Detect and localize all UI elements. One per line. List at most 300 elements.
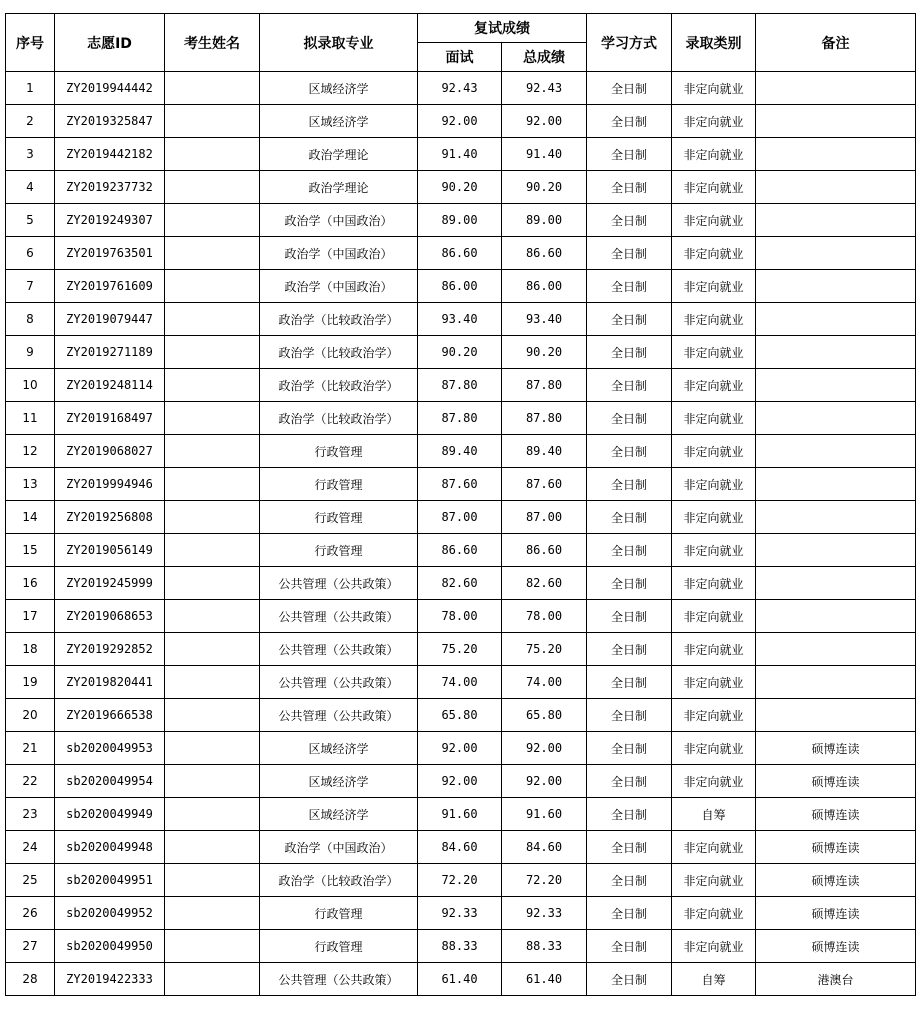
cell-interview: 87.80: [418, 369, 502, 402]
cell-note: [756, 171, 916, 204]
cell-major: 政治学（比较政治学）: [260, 336, 418, 369]
cell-total: 87.00: [502, 501, 587, 534]
cell-interview: 61.40: [418, 963, 502, 996]
cell-note: [756, 435, 916, 468]
cell-total: 87.80: [502, 369, 587, 402]
cell-interview: 92.43: [418, 72, 502, 105]
table-row: [6, 864, 916, 897]
table-row: [6, 105, 916, 138]
cell-interview: 90.20: [418, 336, 502, 369]
cell-name: [165, 534, 260, 567]
table-row: [6, 204, 916, 237]
cell-major: 区域经济学: [260, 732, 418, 765]
cell-seq: 5: [6, 204, 55, 237]
cell-major: 政治学理论: [260, 138, 418, 171]
table-row: [6, 699, 916, 732]
cell-major: 政治学（中国政治）: [260, 270, 418, 303]
cell-id: sb2020049948: [55, 831, 165, 864]
header-id: 志愿ID: [55, 14, 165, 72]
cell-category: 非定向就业: [672, 567, 756, 600]
cell-id: ZY2019292852: [55, 633, 165, 666]
cell-category: 非定向就业: [672, 897, 756, 930]
cell-name: [165, 237, 260, 270]
table-row: [6, 831, 916, 864]
cell-seq: 2: [6, 105, 55, 138]
cell-name: [165, 105, 260, 138]
redaction-mask: [203, 699, 233, 731]
cell-category: 非定向就业: [672, 534, 756, 567]
cell-name: [165, 765, 260, 798]
cell-interview: 82.60: [418, 567, 502, 600]
redaction-mask: [203, 138, 233, 170]
cell-interview: 87.00: [418, 501, 502, 534]
cell-seq: 10: [6, 369, 55, 402]
cell-major: 政治学（中国政治）: [260, 204, 418, 237]
cell-name: [165, 897, 260, 930]
cell-id: sb2020049953: [55, 732, 165, 765]
cell-interview: 88.33: [418, 930, 502, 963]
cell-total: 92.00: [502, 732, 587, 765]
cell-note: [756, 534, 916, 567]
cell-note: [756, 666, 916, 699]
cell-id: ZY2019245999: [55, 567, 165, 600]
cell-name: [165, 171, 260, 204]
cell-seq: 23: [6, 798, 55, 831]
cell-total: 78.00: [502, 600, 587, 633]
cell-major: 行政管理: [260, 930, 418, 963]
cell-name: [165, 138, 260, 171]
cell-note: [756, 633, 916, 666]
cell-id: sb2020049949: [55, 798, 165, 831]
redaction-mask: [203, 204, 233, 236]
table-row: [6, 303, 916, 336]
redaction-mask: [203, 303, 233, 335]
cell-note: [756, 138, 916, 171]
cell-id: ZY2019068027: [55, 435, 165, 468]
redaction-mask: [203, 897, 233, 929]
cell-seq: 19: [6, 666, 55, 699]
table-row: [6, 336, 916, 369]
cell-total: 89.00: [502, 204, 587, 237]
cell-category: 非定向就业: [672, 237, 756, 270]
cell-interview: 74.00: [418, 666, 502, 699]
cell-seq: 16: [6, 567, 55, 600]
redaction-mask: [203, 633, 233, 665]
cell-mode: 全日制: [587, 171, 672, 204]
redaction-mask: [203, 501, 233, 533]
cell-interview: 87.80: [418, 402, 502, 435]
cell-major: 区域经济学: [260, 798, 418, 831]
cell-name: [165, 369, 260, 402]
redaction-mask: [203, 963, 233, 995]
cell-category: 非定向就业: [672, 765, 756, 798]
cell-major: 公共管理（公共政策）: [260, 699, 418, 732]
cell-interview: 72.20: [418, 864, 502, 897]
cell-interview: 84.60: [418, 831, 502, 864]
table-row: [6, 468, 916, 501]
cell-major: 行政管理: [260, 501, 418, 534]
cell-interview: 65.80: [418, 699, 502, 732]
cell-total: 92.00: [502, 105, 587, 138]
cell-id: ZY2019271189: [55, 336, 165, 369]
table-row: [6, 270, 916, 303]
cell-category: 非定向就业: [672, 831, 756, 864]
cell-category: 非定向就业: [672, 699, 756, 732]
cell-mode: 全日制: [587, 501, 672, 534]
redaction-mask: [203, 270, 233, 302]
redaction-mask: [203, 831, 233, 863]
table-row: [6, 930, 916, 963]
table-row: [6, 171, 916, 204]
cell-interview: 92.00: [418, 732, 502, 765]
cell-total: 92.43: [502, 72, 587, 105]
cell-seq: 11: [6, 402, 55, 435]
redaction-mask: [203, 402, 233, 434]
cell-mode: 全日制: [587, 237, 672, 270]
cell-interview: 75.20: [418, 633, 502, 666]
cell-category: 非定向就业: [672, 864, 756, 897]
cell-note: 硕博连读: [756, 930, 916, 963]
cell-mode: 全日制: [587, 600, 672, 633]
cell-seq: 9: [6, 336, 55, 369]
redaction-mask: [203, 468, 233, 500]
cell-id: ZY2019249307: [55, 204, 165, 237]
cell-name: [165, 402, 260, 435]
cell-category: 非定向就业: [672, 402, 756, 435]
table-row: [6, 633, 916, 666]
cell-category: 非定向就业: [672, 732, 756, 765]
cell-interview: 90.20: [418, 171, 502, 204]
cell-id: ZY2019761609: [55, 270, 165, 303]
cell-major: 区域经济学: [260, 72, 418, 105]
cell-major: 公共管理（公共政策）: [260, 567, 418, 600]
cell-total: 65.80: [502, 699, 587, 732]
cell-name: [165, 501, 260, 534]
cell-mode: 全日制: [587, 699, 672, 732]
cell-category: 非定向就业: [672, 468, 756, 501]
cell-mode: 全日制: [587, 468, 672, 501]
cell-major: 行政管理: [260, 897, 418, 930]
table-row: [6, 897, 916, 930]
cell-mode: 全日制: [587, 402, 672, 435]
cell-total: 88.33: [502, 930, 587, 963]
cell-note: [756, 270, 916, 303]
cell-note: 硕博连读: [756, 765, 916, 798]
redaction-mask: [203, 369, 233, 401]
cell-name: [165, 303, 260, 336]
cell-note: [756, 600, 916, 633]
cell-interview: 86.60: [418, 237, 502, 270]
cell-note: 硕博连读: [756, 897, 916, 930]
header-major: 拟录取专业: [260, 14, 418, 72]
cell-id: ZY2019763501: [55, 237, 165, 270]
cell-id: ZY2019068653: [55, 600, 165, 633]
cell-category: 非定向就业: [672, 930, 756, 963]
header-interview: 面试: [418, 43, 502, 72]
cell-major: 政治学（比较政治学）: [260, 864, 418, 897]
cell-note: [756, 501, 916, 534]
table-row: [6, 237, 916, 270]
cell-total: 90.20: [502, 171, 587, 204]
cell-major: 公共管理（公共政策）: [260, 963, 418, 996]
cell-name: [165, 633, 260, 666]
cell-name: [165, 699, 260, 732]
cell-category: 非定向就业: [672, 270, 756, 303]
cell-id: ZY2019168497: [55, 402, 165, 435]
redaction-mask: [203, 666, 233, 698]
cell-mode: 全日制: [587, 633, 672, 666]
cell-total: 72.20: [502, 864, 587, 897]
redaction-mask: [203, 600, 233, 632]
cell-major: 政治学（中国政治）: [260, 831, 418, 864]
table-row: [6, 963, 916, 996]
cell-total: 86.60: [502, 237, 587, 270]
cell-interview: 89.40: [418, 435, 502, 468]
cell-name: [165, 798, 260, 831]
cell-major: 行政管理: [260, 534, 418, 567]
cell-seq: 18: [6, 633, 55, 666]
cell-note: [756, 699, 916, 732]
cell-total: 92.33: [502, 897, 587, 930]
cell-seq: 12: [6, 435, 55, 468]
cell-seq: 28: [6, 963, 55, 996]
cell-name: [165, 930, 260, 963]
cell-interview: 92.00: [418, 105, 502, 138]
cell-total: 82.60: [502, 567, 587, 600]
table-row: [6, 72, 916, 105]
redaction-mask: [203, 237, 233, 269]
cell-note: [756, 567, 916, 600]
cell-seq: 24: [6, 831, 55, 864]
cell-note: 硕博连读: [756, 798, 916, 831]
cell-id: ZY2019442182: [55, 138, 165, 171]
cell-seq: 7: [6, 270, 55, 303]
cell-id: ZY2019820441: [55, 666, 165, 699]
cell-mode: 全日制: [587, 765, 672, 798]
cell-mode: 全日制: [587, 534, 672, 567]
cell-category: 非定向就业: [672, 105, 756, 138]
cell-note: [756, 105, 916, 138]
cell-mode: 全日制: [587, 864, 672, 897]
cell-category: 非定向就业: [672, 336, 756, 369]
cell-mode: 全日制: [587, 732, 672, 765]
table-row: [6, 600, 916, 633]
cell-total: 84.60: [502, 831, 587, 864]
cell-mode: 全日制: [587, 798, 672, 831]
redaction-mask: [203, 765, 233, 797]
cell-mode: 全日制: [587, 204, 672, 237]
cell-mode: 全日制: [587, 435, 672, 468]
cell-id: ZY2019422333: [55, 963, 165, 996]
cell-id: ZY2019056149: [55, 534, 165, 567]
redaction-mask: [203, 435, 233, 467]
cell-seq: 8: [6, 303, 55, 336]
cell-id: ZY2019325847: [55, 105, 165, 138]
cell-total: 91.40: [502, 138, 587, 171]
cell-name: [165, 831, 260, 864]
cell-interview: 91.40: [418, 138, 502, 171]
table-row: [6, 732, 916, 765]
redaction-mask: [203, 864, 233, 896]
cell-mode: 全日制: [587, 963, 672, 996]
header-retest: 复试成绩: [418, 14, 587, 43]
cell-category: 非定向就业: [672, 171, 756, 204]
cell-id: ZY2019994946: [55, 468, 165, 501]
redaction-mask: [203, 534, 233, 566]
cell-category: 非定向就业: [672, 435, 756, 468]
cell-id: ZY2019256808: [55, 501, 165, 534]
cell-major: 公共管理（公共政策）: [260, 666, 418, 699]
cell-category: 非定向就业: [672, 600, 756, 633]
cell-name: [165, 963, 260, 996]
redaction-mask: [203, 798, 233, 830]
redaction-mask: [203, 732, 233, 764]
cell-interview: 78.00: [418, 600, 502, 633]
cell-major: 政治学（比较政治学）: [260, 402, 418, 435]
cell-seq: 22: [6, 765, 55, 798]
cell-total: 61.40: [502, 963, 587, 996]
cell-major: 政治学（中国政治）: [260, 237, 418, 270]
cell-total: 90.20: [502, 336, 587, 369]
redaction-mask: [203, 567, 233, 599]
cell-category: 非定向就业: [672, 633, 756, 666]
cell-seq: 1: [6, 72, 55, 105]
cell-note: 硕博连读: [756, 864, 916, 897]
cell-name: [165, 468, 260, 501]
cell-interview: 89.00: [418, 204, 502, 237]
cell-note: [756, 237, 916, 270]
cell-mode: 全日制: [587, 567, 672, 600]
cell-id: ZY2019237732: [55, 171, 165, 204]
cell-interview: 86.60: [418, 534, 502, 567]
cell-name: [165, 204, 260, 237]
cell-mode: 全日制: [587, 930, 672, 963]
redaction-mask: [203, 930, 233, 962]
table-body: [6, 72, 916, 996]
cell-name: [165, 336, 260, 369]
header-mode: 学习方式: [587, 14, 672, 72]
table-row: [6, 138, 916, 171]
table-row: [6, 798, 916, 831]
cell-category: 非定向就业: [672, 72, 756, 105]
redaction-mask: [203, 105, 233, 137]
cell-total: 93.40: [502, 303, 587, 336]
header-total: 总成绩: [502, 43, 587, 72]
cell-note: [756, 72, 916, 105]
table-row: [6, 765, 916, 798]
cell-category: 非定向就业: [672, 204, 756, 237]
cell-name: [165, 435, 260, 468]
cell-interview: 93.40: [418, 303, 502, 336]
cell-note: 港澳台: [756, 963, 916, 996]
cell-seq: 25: [6, 864, 55, 897]
cell-id: sb2020049952: [55, 897, 165, 930]
cell-total: 91.60: [502, 798, 587, 831]
cell-major: 政治学（比较政治学）: [260, 303, 418, 336]
cell-major: 公共管理（公共政策）: [260, 600, 418, 633]
cell-note: [756, 303, 916, 336]
cell-seq: 27: [6, 930, 55, 963]
cell-id: ZY2019248114: [55, 369, 165, 402]
cell-mode: 全日制: [587, 897, 672, 930]
cell-major: 政治学理论: [260, 171, 418, 204]
cell-major: 行政管理: [260, 435, 418, 468]
cell-note: [756, 336, 916, 369]
cell-total: 74.00: [502, 666, 587, 699]
cell-major: 区域经济学: [260, 105, 418, 138]
table-row: [6, 534, 916, 567]
redaction-mask: [203, 72, 233, 104]
table-row: [6, 402, 916, 435]
cell-total: 75.20: [502, 633, 587, 666]
cell-mode: 全日制: [587, 831, 672, 864]
header-category: 录取类别: [672, 14, 756, 72]
cell-mode: 全日制: [587, 138, 672, 171]
cell-seq: 17: [6, 600, 55, 633]
cell-seq: 15: [6, 534, 55, 567]
cell-name: [165, 270, 260, 303]
cell-name: [165, 732, 260, 765]
cell-mode: 全日制: [587, 666, 672, 699]
cell-category: 非定向就业: [672, 303, 756, 336]
table-row: [6, 435, 916, 468]
cell-total: 87.60: [502, 468, 587, 501]
cell-name: [165, 72, 260, 105]
redaction-mask: [203, 336, 233, 368]
table-row: [6, 501, 916, 534]
cell-note: [756, 204, 916, 237]
cell-category: 自筹: [672, 963, 756, 996]
cell-mode: 全日制: [587, 336, 672, 369]
cell-note: [756, 369, 916, 402]
cell-seq: 21: [6, 732, 55, 765]
cell-interview: 87.60: [418, 468, 502, 501]
cell-category: 自筹: [672, 798, 756, 831]
cell-category: 非定向就业: [672, 138, 756, 171]
cell-category: 非定向就业: [672, 501, 756, 534]
cell-name: [165, 567, 260, 600]
header-note: 备注: [756, 14, 916, 72]
cell-id: sb2020049954: [55, 765, 165, 798]
cell-seq: 3: [6, 138, 55, 171]
cell-name: [165, 600, 260, 633]
header-seq: 序号: [6, 14, 55, 72]
cell-note: 硕博连读: [756, 831, 916, 864]
cell-total: 86.60: [502, 534, 587, 567]
cell-interview: 92.33: [418, 897, 502, 930]
cell-seq: 4: [6, 171, 55, 204]
cell-seq: 26: [6, 897, 55, 930]
cell-major: 公共管理（公共政策）: [260, 633, 418, 666]
table-row: [6, 567, 916, 600]
cell-name: [165, 666, 260, 699]
cell-note: 硕博连读: [756, 732, 916, 765]
cell-major: 区域经济学: [260, 765, 418, 798]
cell-id: sb2020049951: [55, 864, 165, 897]
cell-seq: 20: [6, 699, 55, 732]
cell-interview: 86.00: [418, 270, 502, 303]
table-row: [6, 369, 916, 402]
cell-seq: 6: [6, 237, 55, 270]
cell-interview: 91.60: [418, 798, 502, 831]
cell-mode: 全日制: [587, 72, 672, 105]
cell-note: [756, 468, 916, 501]
cell-id: sb2020049950: [55, 930, 165, 963]
cell-id: ZY2019944442: [55, 72, 165, 105]
cell-id: ZY2019079447: [55, 303, 165, 336]
redaction-mask: [203, 171, 233, 203]
cell-seq: 14: [6, 501, 55, 534]
